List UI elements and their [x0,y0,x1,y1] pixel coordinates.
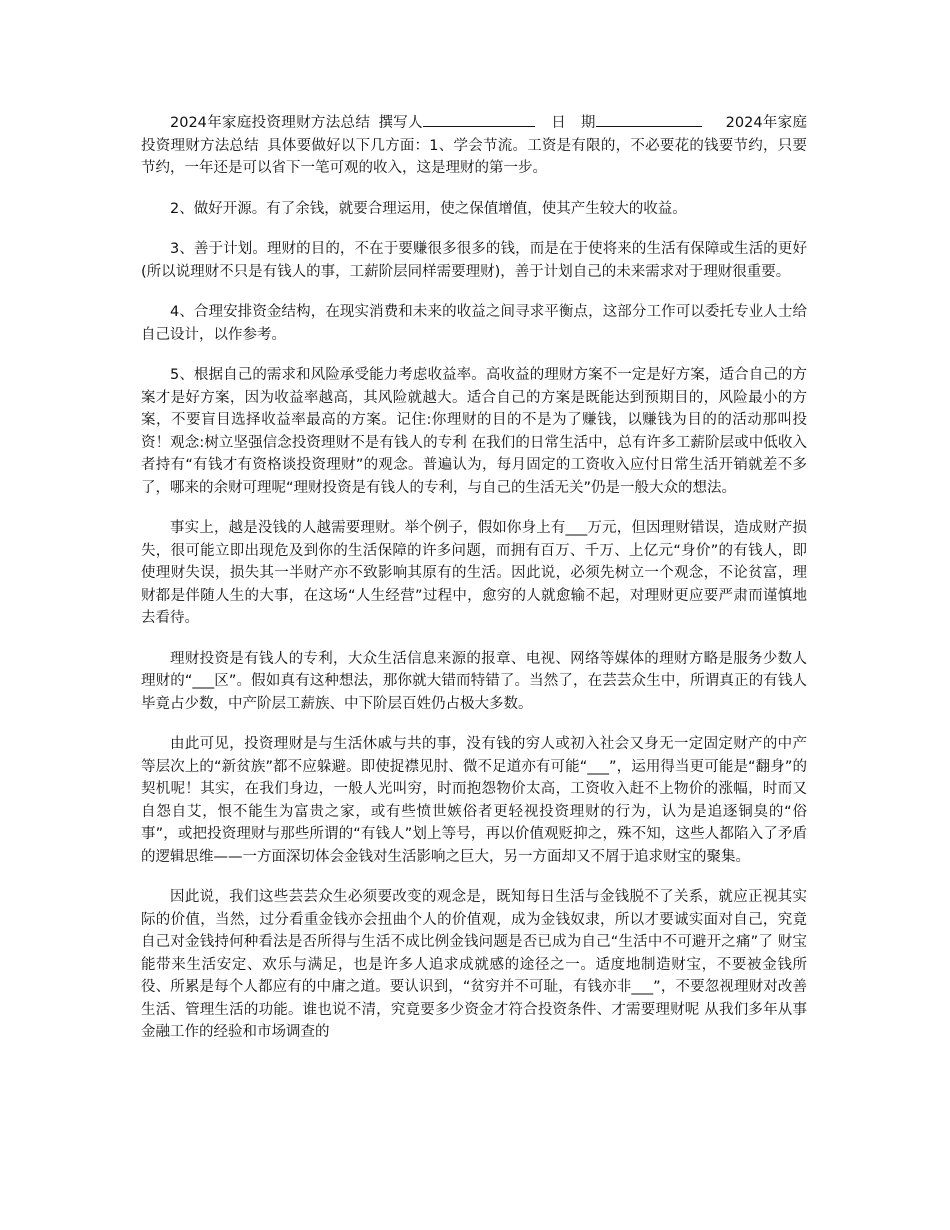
paragraph-rich-monopoly: 理财投资是有钱人的专利，大众生活信息来源的报章、电视、网络等媒体的理财方略是服务少数人理财的“___区”。假如真有这种想法，那你就大错而特错了。当然了，在芸芸众生中，所谓真正的有钱人毕竟占少数，中产阶层工薪族、中下阶层百姓仍占极大多数。 [141,650,807,712]
intro-text: 具体要做好以下几方面：1、学会节流。工资是有限的，不必要花的钱要节约，只要节约，一年还是可以省下一笔可观的收入，这是理财的第一步。 [141,137,807,176]
paragraph-seen: 由此可见，投资理财是与生活休戚与共的事，没有钱的穷人或初入社会又身无一定固定财产的中产等层次上的“新贫族”都不应躲避。即使捉襟见肘、微不足道亦有可能“___”，运用得当更可能是“翻身”的契机呢！其实，在我们身边，一般人光叫穷，时而抱怨物价太高，工资收入赶不上物价的涨幅，时而又自怨自艾，恨不能生为富贵之家，或有些愤世嫉俗者更轻视投资理财的行为，认为是追逐铜臭的“俗事”，或把投资理财与那些所谓的“有钱人”划上等号，再以价值观贬抑之，殊不知，这些人都陷入了矛盾的逻辑思维——一方面深切体会金钱对生活影响之巨大，另一方面却又不屑于追求财宝的聚集。 [141,736,807,865]
document-title: 2024年家庭投资理财方法总结 [170,115,371,131]
document-title-repeat: 2024年家庭投资理财方法总结 [141,115,807,154]
paragraph-4: 4、合理安排资金结构，在现实消费和未来的收益之间寻求平衡点，这部分工作可以委托专业人士给自己设计，以作参考。 [141,304,807,343]
paragraph-2: 2、做好开源。有了余钱，就要合理运用，使之保值增值，使其产生较大的收益。 [170,200,687,217]
paragraph-fact: 事实上，越是没钱的人越需要理财。举个例子，假如你身上有___万元，但因理财错误，造成财产损失，很可能立即出现危及到你的生活保障的许多问题，而拥有百万、千万、上亿元“身价”的有钱人，即使理财失误，损失其一半财产亦不致影响其原有的生活。因此说，必须先树立一个观念，不论贫富，理财都是伴随人生的大事，在这场“人生经营”过程中，愈穷的人就愈输不起，对理财更应要严肃而谨慎地去看待。 [141,520,807,626]
paragraph-therefore: 因此说，我们这些芸芸众生必须要改变的观念是，既知每日生活与金钱脱不了关系，就应正视其实际的价值，当然，过分看重金钱亦会扭曲个人的价值观，成为金钱奴隶，所以才要诚实面对自己，究竟自己对金钱持何种看法是否所得与生活不成比例金钱问题是否已成为自己“生活中不可避开之痛”了 财宝能带来生活安定、欢乐与满足，也是许多人追求成就感的途径之一。适度地制造财宝，不要被金钱所役、所累是每个人都应有的中庸之道。要认识到，“贫穷并不可耻，有钱亦非___”，不要忽视理财对改善生活、管理生活的功能。谁也说不清，究竟要多少资金才符合投资条件、才需要理财呢 从我们多年从事金融工作的经验和市场调查的 [141,889,807,1040]
date-blank [596,112,702,127]
writer-label: 撰写人 [378,115,423,131]
header-paragraph [141,112,807,180]
date-label: 日 期 [550,115,596,131]
paragraph-5: 5、根据自己的需求和风险承受能力考虑收益率。高收益的理财方案不一定是好方案，适合自己的方案才是好方案，因为收益率越高，其风险就越大。适合自己的方案是既能达到预期目的，风险最小的方案，不要盲目选择收益率最高的方案。记住:你理财的目的不是为了赚钱，以赚钱为目的的活动那叫投资！观念:树立坚强信念投资理财不是有钱人的专利 在我们的日常生活中，总有许多工薪阶层或中低收入者持有“有钱才有资格谈投资理财”的观念。普遍认为，每月固定的工资收入应付日常生活开销就差不多了，哪来的余财可理呢“理财投资是有钱人的专利，与自己的生活无关”仍是一般大众的想法。 [141,367,807,496]
writer-blank [423,112,535,127]
paragraph-3: 3、善于计划。理财的目的，不在于要赚很多很多的钱，而是在于使将来的生活有保障或生活的更好(所以说理财不只是有钱人的事，工薪阶层同样需要理财)，善于计划自己的未来需求对于理财很重要。 [141,241,807,280]
document-page [141,112,807,1062]
